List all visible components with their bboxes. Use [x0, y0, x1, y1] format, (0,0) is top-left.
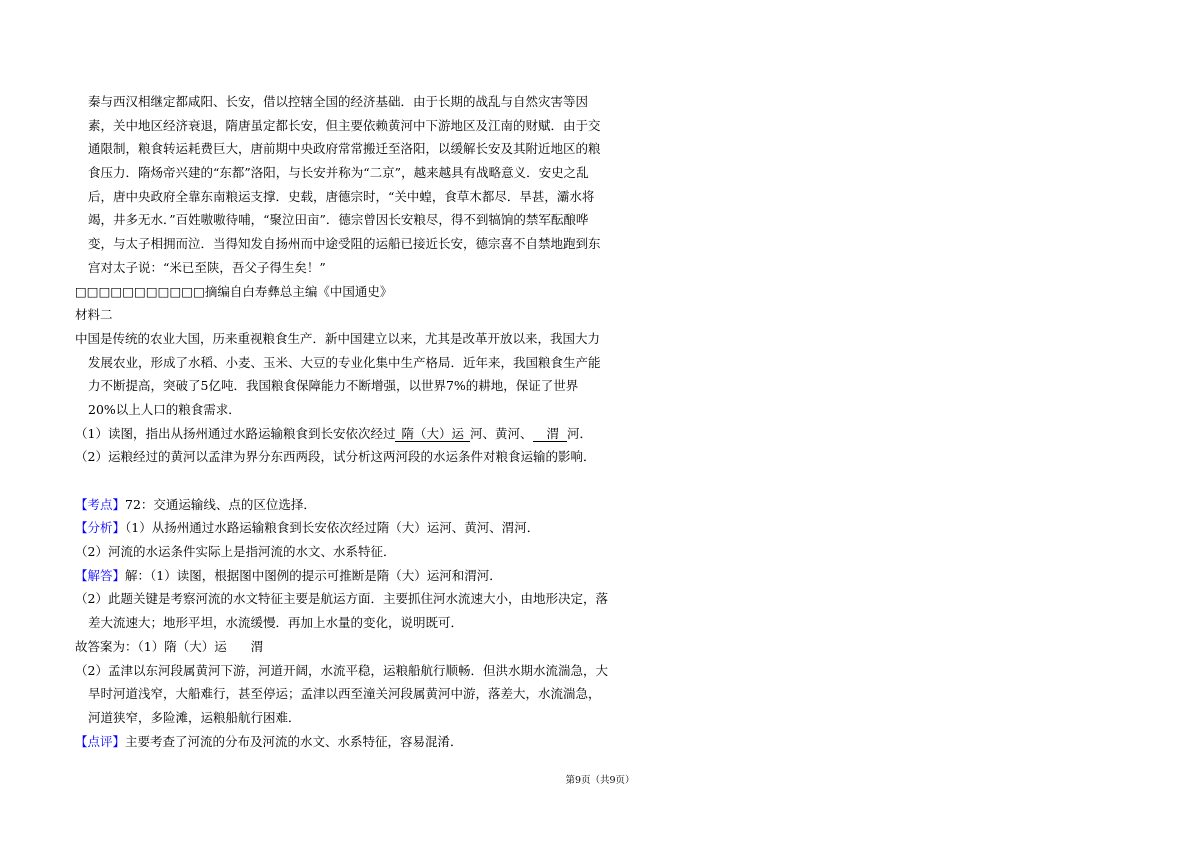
material-one-line: 竭，井多无水．”百姓嗷嗷待哺，“聚泣田亩”．德宗曾因长安粮尽，得不到犒饷的禁军酝酿哗 [88, 212, 589, 228]
dianping-line [75, 730, 615, 754]
question-2: （2）运粮经过的黄河以孟津为界分东西两段，试分析这两河段的水运条件对粮食运输的影响． [75, 449, 596, 465]
material-two-line: 发展农业，形成了水稻、小麦、玉米、大豆的专业化集中生产格局．近年来，我国粮食生产能 [88, 354, 601, 370]
answer-label: 故答案为：（1）隋（大）运 [75, 638, 227, 654]
material-two-heading: 材料二 [75, 307, 113, 323]
dianping-text: 主要考查了河流的分布及河流的水文、水系特征，容易混淆． [125, 733, 463, 749]
material-one-source: □□□□□□□□□□□摘编自白寿彝总主编《中国通史》 [75, 283, 393, 299]
material-one-line: 宫对太子说：“米已至陕，吾父子得生矣！” [88, 259, 326, 275]
jieda-tag: 【解答】 [75, 567, 126, 583]
jieda-line: （2）此题关键是考察河流的水文特征主要是航运方面．主要抓住河水流速大小，由地形决定，落 [75, 591, 608, 607]
material-two-line: 力不断提高，突破了5亿吨．我国粮食保障能力不断增强，以世界7%的耕地，保证了世界 [88, 378, 579, 394]
question-1-blank-2: 渭 [533, 427, 568, 442]
kaodian-tag: 【考点】 [75, 496, 126, 512]
material-one-line: 食压力．隋炀帝兴建的“东都”洛阳，与长安并称为“二京”，越来越具有战略意义．安史之乱 [88, 165, 589, 181]
material-one-line: 通限制，粮食转运耗费巨大，唐前期中央政府常常搬迁至洛阳，以缓解长安及其附近地区的粮 [88, 141, 601, 157]
question-1-middle: 河、黄河、 [469, 425, 533, 441]
question-1-blank-1: 隋（大）运 [395, 427, 470, 442]
material-one-line: 变，与太子相拥而泣．当得知发自扬州而中途受阻的运船已接近长安，德宗喜不自禁地跑到东 [88, 236, 601, 252]
answer-line: 旱时河道浅窄，大船难行，甚至停运；孟津以西至潼关河段属黄河中游，落差大，水流湍急， [88, 686, 601, 702]
answer-line: （2）孟津以东河段属黄河下游，河道开阔，水流平稳，运粮船航行顺畅．但洪水期水流湍急，大 [75, 662, 608, 678]
fenxi-line: （2）河流的水运条件实际上是指河流的水文、水系特征． [75, 544, 396, 560]
answer-line [75, 635, 615, 659]
answer-line: 河道狭窄，多险滩，运粮船航行困难． [88, 709, 301, 725]
dianping-tag: 【点评】 [75, 733, 126, 749]
jieda-line: 差大流速大；地形平坦，水流缓慢．再加上水量的变化，说明既可． [88, 615, 464, 631]
jieda-line [75, 564, 615, 588]
question-1 [75, 422, 615, 446]
material-two-line: 20%以上人口的粮食需求． [88, 401, 241, 417]
page-body [75, 90, 615, 753]
material-one-line: 后，唐中央政府全靠东南粮运支撑．史载，唐德宗时，“关中蝗，食草木都尽．旱甚，灞水将 [88, 188, 595, 204]
material-one-line: 秦与西汉相继定都咸阳、长安，借以控辖全国的经济基础．由于长期的战乱与自然灾害等因 [88, 94, 589, 109]
fenxi-tag: 【分析】 [75, 520, 126, 536]
fenxi-text: （1）从扬州通过水路运输粮食到长安依次经过隋（大）运河、黄河、渭河． [125, 520, 540, 536]
answer-second: 渭 [250, 638, 264, 654]
page-footer: 第9页（共9页） [565, 775, 635, 786]
question-1-prefix: （1）读图，指出从扬州通过水路运输粮食到长安依次经过 [75, 425, 396, 441]
material-one-line: 素，关中地区经济衰退，隋唐虽定都长安，但主要依赖黄河中下游地区及江南的财赋．由于交 [88, 117, 601, 133]
question-1-suffix: 河． [567, 425, 593, 441]
spacer-line [75, 469, 615, 493]
kaodian-line [75, 493, 615, 517]
fenxi-line [75, 516, 615, 540]
material-two-line: 中国是传统的农业大国，历来重视粮食生产．新中国建立以来，尤其是改革开放以来，我国大力 [75, 330, 601, 346]
jieda-text: 解：（1）读图，根据图中图例的提示可推断是隋（大）运河和渭河． [125, 567, 502, 583]
kaodian-text: 72：交通运输线、点的区位选择． [125, 496, 316, 512]
